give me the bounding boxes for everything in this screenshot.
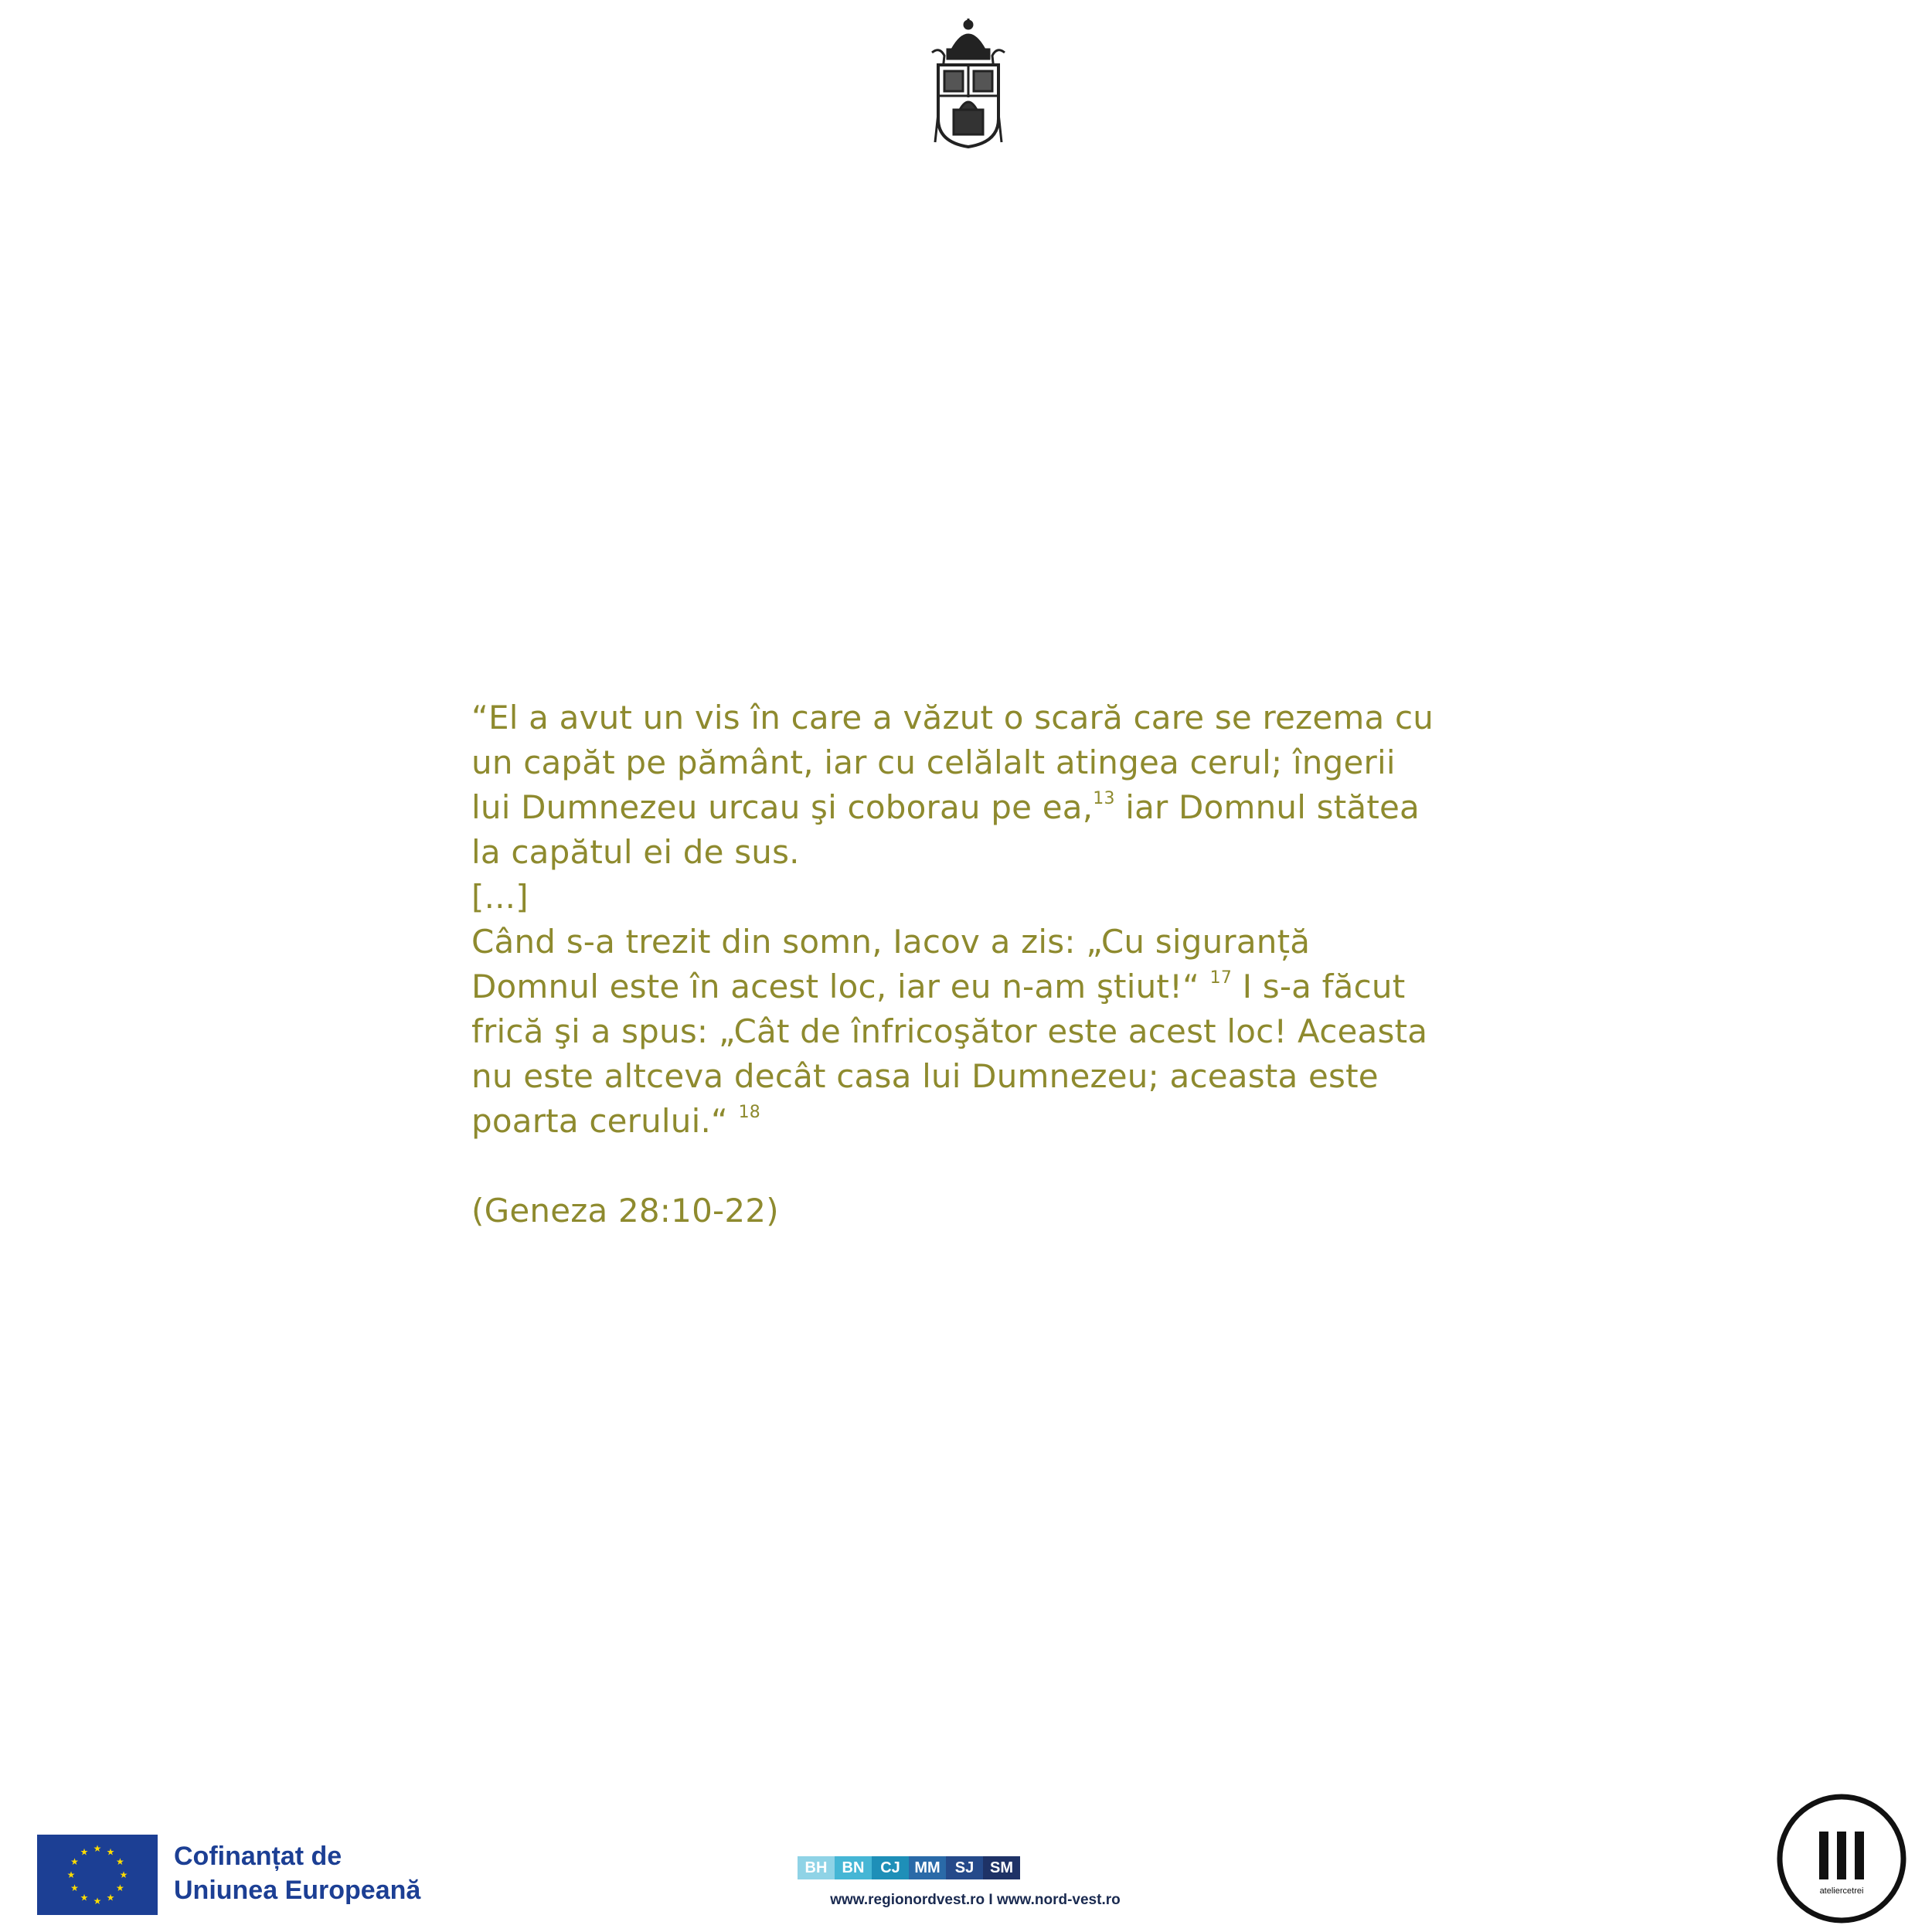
region-websites[interactable]: www.regionordvest.ro I www.nord-vest.ro [830,1892,1121,1908]
region-cj: CJ [872,1856,909,1879]
quote-line-3 [471,785,1492,830]
region-bh: BH [798,1856,835,1879]
quote-reference: (Geneza 28:10-22) [471,1192,779,1230]
quote-ellipsis: [...] [471,878,529,916]
eu-star-icon: ★ [70,1856,79,1867]
quote-line-2: un capăt pe pământ, iar cu celălalt atingea cerul; îngerii [471,743,1396,781]
eu-star-icon: ★ [106,1892,115,1903]
church-coat-of-arms-icon [921,19,1015,150]
eu-line-2: Uniunea Europeană [174,1876,421,1905]
eu-star-icon: ★ [116,1883,124,1893]
quote-line-6: Când s-a trezit din somn, Iacov a zis: „Cu siguranță [471,923,1311,961]
eu-line-1: Cofinanțat de [174,1842,342,1871]
eu-cofinance-label [174,1839,420,1907]
quote-line-4: la capătul ei de sus. [471,833,800,871]
eu-flag-icon [37,1835,158,1915]
eu-star-icon: ★ [70,1883,79,1893]
eu-star-icon: ★ [116,1856,124,1867]
quote-spacer [471,1144,1492,1189]
eu-star-icon: ★ [80,1846,89,1858]
quote-line-7 [471,964,1492,1009]
eu-star-icon: ★ [80,1892,89,1903]
region-sj: SJ [946,1856,983,1879]
quote-line-1: “El a avut un vis în care a văzut o scară care se rezema cu [471,699,1434,736]
quote-line-10-text: poarta cerului.“ [471,1102,729,1140]
verse-number-18: 18 [738,1103,760,1122]
eu-star-icon: ★ [119,1869,128,1880]
quote-line-3-tail: iar Domnul stătea [1114,788,1420,826]
quote-line-3-text: lui Dumnezeu urcau şi coborau pe ea, [471,788,1094,826]
verse-number-13: 13 [1093,789,1115,808]
quote-line-8: frică şi a spus: „Cât de înfricoşător este acest loc! Aceasta [471,1012,1428,1050]
eu-star-icon: ★ [93,1843,102,1854]
verse-number-17: 17 [1209,968,1233,988]
quote-line-7-tail: I s-a făcut [1232,968,1406,1005]
eu-star-icon: ★ [66,1869,76,1880]
eu-star-icon: ★ [106,1846,115,1858]
atelier-label: ateliercetrei [1819,1886,1864,1896]
region-bn: BN [835,1856,872,1879]
region-codes-bar [798,1856,1020,1879]
eu-star-icon: ★ [93,1896,102,1906]
quote-line-9: nu este altceva decât casa lui Dumnezeu; aceasta este [471,1057,1379,1095]
bible-quote [471,696,1492,1233]
quote-line-10 [471,1099,1492,1144]
region-sm: SM [983,1856,1020,1879]
atelier-cetrei-logo-icon [1776,1793,1907,1924]
region-mm: MM [909,1856,946,1879]
quote-line-7-text: Domnul este în acest loc, iar eu n-am ştiut!“ [471,968,1200,1005]
